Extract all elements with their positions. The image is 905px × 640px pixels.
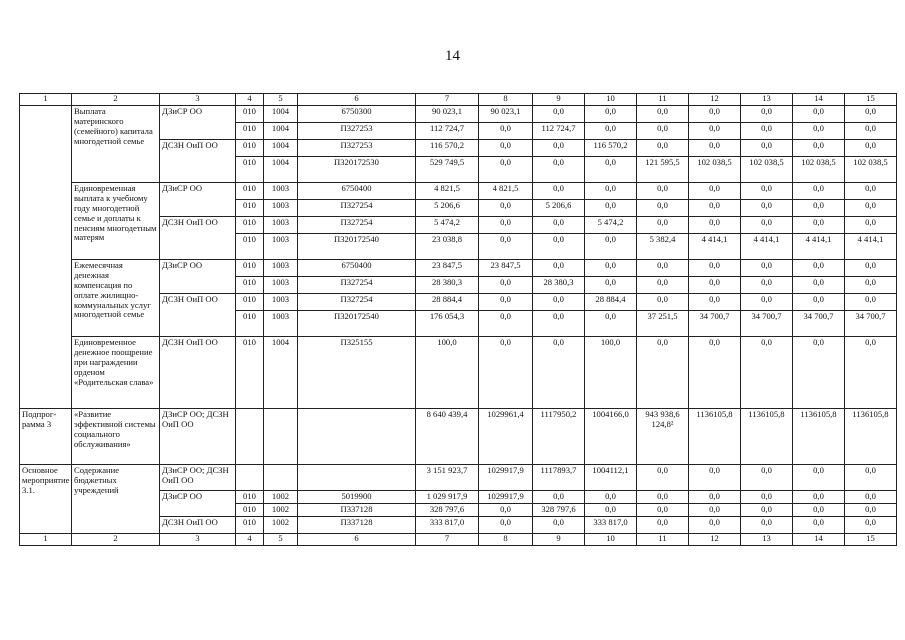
table-cell: 0,0 — [637, 183, 689, 200]
table-cell: 12 — [689, 533, 741, 545]
table-cell: 1002 — [264, 491, 298, 504]
table-cell: 0,0 — [585, 491, 637, 504]
table-cell: ДЗиСР ОО — [160, 260, 236, 294]
table-cell: 0,0 — [741, 106, 793, 123]
table-cell: 102 038,5 — [741, 157, 793, 183]
table-cell: ДСЗН ОиП ОО — [160, 140, 236, 183]
table-cell: 10 — [585, 94, 637, 106]
table-cell: П327253 — [298, 140, 416, 157]
table-cell: 0,0 — [533, 516, 585, 533]
table-cell: 0,0 — [479, 516, 533, 533]
table-cell: 0,0 — [793, 277, 845, 294]
table-cell: 0,0 — [637, 277, 689, 294]
table-cell: 010 — [236, 217, 264, 234]
table-cell: 34 700,7 — [741, 311, 793, 337]
table-cell: 6750300 — [298, 106, 416, 123]
table-cell: 0,0 — [741, 123, 793, 140]
table-cell: 23 847,5 — [479, 260, 533, 277]
table-cell: 0,0 — [793, 123, 845, 140]
table-cell: ДЗиСР ОО — [160, 183, 236, 217]
table-cell: 0,0 — [793, 183, 845, 200]
table-cell: 1 — [20, 94, 72, 106]
table-cell: 0,0 — [793, 260, 845, 277]
table-cell — [298, 465, 416, 491]
table-cell: 0,0 — [793, 516, 845, 533]
table-cell: 010 — [236, 260, 264, 277]
table-cell: 0,0 — [741, 183, 793, 200]
table-cell: 0,0 — [793, 465, 845, 491]
table-cell: 5 206,6 — [416, 200, 479, 217]
table-cell: 4 821,5 — [416, 183, 479, 200]
table-cell: 12 — [689, 94, 741, 106]
table-cell: ДЗиСР ОО — [160, 106, 236, 140]
table-cell: 1002 — [264, 516, 298, 533]
table-cell: 100,0 — [416, 337, 479, 409]
table-row — [20, 106, 897, 123]
table-cell: ДСЗН ОиП ОО — [160, 294, 236, 337]
table-cell: 1003 — [264, 260, 298, 277]
table-cell: 0,0 — [533, 106, 585, 123]
table-cell: 0,0 — [689, 140, 741, 157]
table-cell: П327254 — [298, 294, 416, 311]
table-cell: 23 038,8 — [416, 234, 479, 260]
table-cell: П327254 — [298, 200, 416, 217]
table-cell: 4 821,5 — [479, 183, 533, 200]
table-cell: 010 — [236, 234, 264, 260]
table-cell: Единовременная выплата к учебному году многодетной семье и доплаты к пенсиям многодетным матерям — [72, 183, 160, 260]
table-cell: 8 640 439,4 — [416, 409, 479, 465]
table-cell: 0,0 — [533, 157, 585, 183]
table-cell: 0,0 — [793, 503, 845, 516]
table-cell — [236, 409, 264, 465]
table-cell: 0,0 — [741, 491, 793, 504]
table-cell: 333 817,0 — [585, 516, 637, 533]
table-cell: 0,0 — [741, 337, 793, 409]
table-cell: П320172540 — [298, 234, 416, 260]
table-cell: 0,0 — [479, 157, 533, 183]
table-cell: 90 023,1 — [416, 106, 479, 123]
table-cell: 1117950,2 — [533, 409, 585, 465]
table-cell: 5 — [264, 533, 298, 545]
table-cell: 010 — [236, 157, 264, 183]
table-cell: 34 700,7 — [689, 311, 741, 337]
table-cell: 6750400 — [298, 183, 416, 200]
table-cell: 0,0 — [741, 260, 793, 277]
table-cell: 0,0 — [585, 200, 637, 217]
table-cell — [20, 106, 72, 409]
table-cell: 11 — [637, 533, 689, 545]
table-cell: 5 206,6 — [533, 200, 585, 217]
table-cell: 0,0 — [479, 140, 533, 157]
table-cell: 6750400 — [298, 260, 416, 277]
table-cell: 0,0 — [793, 294, 845, 311]
table-cell: 9 — [533, 533, 585, 545]
table-cell: 34 700,7 — [845, 311, 897, 337]
table-cell: 3 — [160, 94, 236, 106]
table-cell: 0,0 — [689, 123, 741, 140]
table-cell: 0,0 — [845, 465, 897, 491]
table-cell: 010 — [236, 123, 264, 140]
table-cell: 5 474,2 — [585, 217, 637, 234]
table-cell: 0,0 — [585, 106, 637, 123]
table-cell: 0,0 — [533, 217, 585, 234]
table-cell: П337128 — [298, 503, 416, 516]
table-cell: 0,0 — [533, 183, 585, 200]
table-cell: П327254 — [298, 217, 416, 234]
table-cell: 4 414,1 — [845, 234, 897, 260]
table-cell: 15 — [845, 94, 897, 106]
table-cell: 0,0 — [533, 234, 585, 260]
table-cell: 0,0 — [637, 123, 689, 140]
table-cell: 0,0 — [689, 337, 741, 409]
table-cell: 1004 — [264, 140, 298, 157]
table-cell: 0,0 — [741, 465, 793, 491]
table-cell: 13 — [741, 533, 793, 545]
table-cell: 0,0 — [793, 217, 845, 234]
table-cell: 6 — [298, 94, 416, 106]
table-cell: 0,0 — [479, 337, 533, 409]
table-cell: 0,0 — [585, 234, 637, 260]
table-cell: 1004 — [264, 337, 298, 409]
table-cell: 333 817,0 — [416, 516, 479, 533]
table-cell: 1136105,8 — [845, 409, 897, 465]
table-cell: 102 038,5 — [689, 157, 741, 183]
table-cell: 0,0 — [637, 294, 689, 311]
table-cell: 6 — [298, 533, 416, 545]
table-cell: 3 — [160, 533, 236, 545]
table-cell: 0,0 — [845, 217, 897, 234]
table-cell: 0,0 — [689, 217, 741, 234]
table-cell: ДСЗН ОиП ОО — [160, 516, 236, 533]
table-row — [20, 183, 897, 200]
table-cell: 0,0 — [637, 516, 689, 533]
table-cell: 010 — [236, 277, 264, 294]
table-cell: 9 — [533, 94, 585, 106]
table-cell: 010 — [236, 337, 264, 409]
table-cell: 0,0 — [689, 183, 741, 200]
table-cell: Содержание бюджетных учреждений — [72, 465, 160, 534]
table-cell: ДЗиСР ОО; ДСЗН ОиП ОО — [160, 465, 236, 491]
table-cell: 0,0 — [479, 234, 533, 260]
table-cell: 1004112,1 — [585, 465, 637, 491]
table-cell: 8 — [479, 94, 533, 106]
table-cell: 14 — [793, 533, 845, 545]
table-cell: 102 038,5 — [845, 157, 897, 183]
table-cell: 0,0 — [637, 260, 689, 277]
table-cell: 2 — [72, 533, 160, 545]
table-cell: 0,0 — [689, 260, 741, 277]
table-cell: 4 — [236, 533, 264, 545]
table-cell — [298, 409, 416, 465]
table-cell: 0,0 — [479, 123, 533, 140]
table-row — [20, 337, 897, 409]
table-cell: П320172540 — [298, 311, 416, 337]
table-row — [20, 465, 897, 491]
table-cell: 176 054,3 — [416, 311, 479, 337]
table-cell: 0,0 — [689, 491, 741, 504]
table-cell: 1003 — [264, 183, 298, 200]
table-cell: 0,0 — [637, 140, 689, 157]
table-cell: 0,0 — [479, 294, 533, 311]
table-cell: 1029917,9 — [479, 491, 533, 504]
table-cell: 010 — [236, 200, 264, 217]
table-cell: 1003 — [264, 277, 298, 294]
table-cell: 1003 — [264, 217, 298, 234]
table-cell: 34 700,7 — [793, 311, 845, 337]
table-cell: П320172530 — [298, 157, 416, 183]
table-cell: 15 — [845, 533, 897, 545]
table-cell: 0,0 — [585, 503, 637, 516]
table-cell: ДСЗН ОиП ОО — [160, 337, 236, 409]
table-cell: ДЗиСР ОО — [160, 491, 236, 517]
table-cell: 010 — [236, 516, 264, 533]
table-cell: 0,0 — [479, 311, 533, 337]
table-cell: 112 724,7 — [416, 123, 479, 140]
table-cell: 1003 — [264, 234, 298, 260]
table-cell: 4 414,1 — [741, 234, 793, 260]
table-cell: Единовременное денежное поощрение при награждении орденом «Родительская слава» — [72, 337, 160, 409]
column-number-footer — [20, 533, 897, 545]
table-cell: 1003 — [264, 294, 298, 311]
table-cell: 0,0 — [845, 123, 897, 140]
table-cell: 328 797,6 — [416, 503, 479, 516]
table-cell: 0,0 — [585, 183, 637, 200]
table-cell: 0,0 — [845, 277, 897, 294]
table-cell: 1 029 917,9 — [416, 491, 479, 504]
table-cell: 0,0 — [585, 277, 637, 294]
table-cell: 0,0 — [793, 200, 845, 217]
table-cell: «Развитие эффективной системы социального обслуживания» — [72, 409, 160, 465]
table-cell: Подпрог-рамма 3 — [20, 409, 72, 465]
table-cell: 1004 — [264, 123, 298, 140]
table-cell: 0,0 — [845, 183, 897, 200]
table-cell: 14 — [793, 94, 845, 106]
table-cell: 1 — [20, 533, 72, 545]
table-cell: 102 038,5 — [793, 157, 845, 183]
table-cell: 0,0 — [793, 337, 845, 409]
table-cell: 1136105,8 — [741, 409, 793, 465]
table-cell — [236, 465, 264, 491]
table-cell: 0,0 — [637, 217, 689, 234]
table-cell: 0,0 — [845, 200, 897, 217]
table-cell: 100,0 — [585, 337, 637, 409]
table-cell: 4 — [236, 94, 264, 106]
table-cell: 0,0 — [533, 491, 585, 504]
table-cell: 0,0 — [689, 106, 741, 123]
table-cell: 5019900 — [298, 491, 416, 504]
table-cell: 37 251,5 — [637, 311, 689, 337]
table-cell: 7 — [416, 533, 479, 545]
table-cell: 0,0 — [689, 465, 741, 491]
table-cell: 5 474,2 — [416, 217, 479, 234]
table-cell: 90 023,1 — [479, 106, 533, 123]
table-cell: Ежемесячная денежная компенсация по оплате жилищно-коммунальных услуг многодетной семье — [72, 260, 160, 337]
table-cell: 0,0 — [845, 337, 897, 409]
table-cell: 0,0 — [793, 140, 845, 157]
table-cell: 10 — [585, 533, 637, 545]
table-cell: 0,0 — [689, 503, 741, 516]
table-cell: 121 595,5 — [637, 157, 689, 183]
budget-table — [19, 93, 897, 546]
table-cell: 13 — [741, 94, 793, 106]
table-cell: 1003 — [264, 200, 298, 217]
table-cell: 0,0 — [533, 337, 585, 409]
table-cell: 3 151 923,7 — [416, 465, 479, 491]
table-cell: 010 — [236, 503, 264, 516]
table-cell: 0,0 — [845, 491, 897, 504]
table-cell: 0,0 — [585, 157, 637, 183]
table-cell — [264, 409, 298, 465]
table-cell: 0,0 — [585, 311, 637, 337]
table-cell: 0,0 — [637, 106, 689, 123]
table-cell: 0,0 — [533, 140, 585, 157]
table-cell: 1029917,9 — [479, 465, 533, 491]
table-cell: 0,0 — [793, 106, 845, 123]
table-cell: 1136105,8 — [793, 409, 845, 465]
table-cell: 1003 — [264, 311, 298, 337]
table-cell: 0,0 — [741, 217, 793, 234]
table-cell: 0,0 — [689, 277, 741, 294]
table-cell: 0,0 — [689, 200, 741, 217]
table-cell: 010 — [236, 311, 264, 337]
table-cell: 0,0 — [585, 123, 637, 140]
table-cell: 4 414,1 — [793, 234, 845, 260]
table-cell: 23 847,5 — [416, 260, 479, 277]
table-cell: ДСЗН ОиП ОО — [160, 217, 236, 260]
table-cell: 0,0 — [533, 260, 585, 277]
table-cell: 010 — [236, 106, 264, 123]
table-cell: 1004 — [264, 157, 298, 183]
table-cell: П327253 — [298, 123, 416, 140]
table-cell: 0,0 — [637, 465, 689, 491]
table-cell: 0,0 — [845, 106, 897, 123]
table-cell: 010 — [236, 183, 264, 200]
table-cell: 0,0 — [689, 294, 741, 311]
table-cell: 328 797,6 — [533, 503, 585, 516]
table-cell: 0,0 — [793, 491, 845, 504]
table-cell: 0,0 — [585, 260, 637, 277]
table-cell: 28 380,3 — [533, 277, 585, 294]
table-cell: П327254 — [298, 277, 416, 294]
table-cell: 116 570,2 — [585, 140, 637, 157]
table-cell: 11 — [637, 94, 689, 106]
table-cell: 116 570,2 — [416, 140, 479, 157]
table-cell: 0,0 — [479, 217, 533, 234]
table-cell: 0,0 — [533, 311, 585, 337]
table-cell: 0,0 — [845, 294, 897, 311]
table-cell: 0,0 — [689, 516, 741, 533]
table-cell: 0,0 — [845, 140, 897, 157]
table-cell: 0,0 — [741, 516, 793, 533]
table-cell: 28 380,3 — [416, 277, 479, 294]
table-cell: 0,0 — [479, 277, 533, 294]
table-cell: 7 — [416, 94, 479, 106]
table-cell: 0,0 — [637, 337, 689, 409]
table-cell: 0,0 — [637, 503, 689, 516]
table-cell: 529 749,5 — [416, 157, 479, 183]
table-cell: 0,0 — [479, 200, 533, 217]
table-cell: П337128 — [298, 516, 416, 533]
table-cell: 0,0 — [845, 503, 897, 516]
table-cell: 0,0 — [845, 260, 897, 277]
table-cell: 112 724,7 — [533, 123, 585, 140]
table-cell: 1002 — [264, 503, 298, 516]
table-cell: 28 884,4 — [585, 294, 637, 311]
table-cell: 4 414,1 — [689, 234, 741, 260]
table-cell: 8 — [479, 533, 533, 545]
table-cell: 1029961,4 — [479, 409, 533, 465]
table-cell: 0,0 — [637, 200, 689, 217]
table-cell: 943 938,6 124,8² — [637, 409, 689, 465]
table-cell: 1117893,7 — [533, 465, 585, 491]
table-cell: 010 — [236, 491, 264, 504]
table-cell: 28 884,4 — [416, 294, 479, 311]
table-cell: 0,0 — [741, 140, 793, 157]
table-cell: 1004166,0 — [585, 409, 637, 465]
table-cell: 0,0 — [533, 294, 585, 311]
table-cell — [264, 465, 298, 491]
table-cell: 0,0 — [741, 503, 793, 516]
table-cell: 0,0 — [741, 277, 793, 294]
table-row — [20, 260, 897, 277]
table-cell: ДЗиСР ОО; ДСЗН ОиП ОО — [160, 409, 236, 465]
table-cell: 0,0 — [637, 491, 689, 504]
table-cell: 0,0 — [741, 294, 793, 311]
table-cell: 0,0 — [845, 516, 897, 533]
table-cell: П325155 — [298, 337, 416, 409]
table-cell: 0,0 — [741, 200, 793, 217]
table-cell: 010 — [236, 294, 264, 311]
table-cell: 010 — [236, 140, 264, 157]
table-cell: Выплата материнского (семейного) капитала многодетной семье — [72, 106, 160, 183]
table-cell: 2 — [72, 94, 160, 106]
table-cell: 1004 — [264, 106, 298, 123]
page-number: 14 — [445, 48, 460, 64]
table-cell: 0,0 — [479, 503, 533, 516]
column-number-header — [20, 94, 897, 106]
table-cell: 1136105,8 — [689, 409, 741, 465]
table-cell: Основное мероприятие 3.1. — [20, 465, 72, 534]
table-cell: 5 382,4 — [637, 234, 689, 260]
table-cell: 5 — [264, 94, 298, 106]
table-row — [20, 409, 897, 465]
